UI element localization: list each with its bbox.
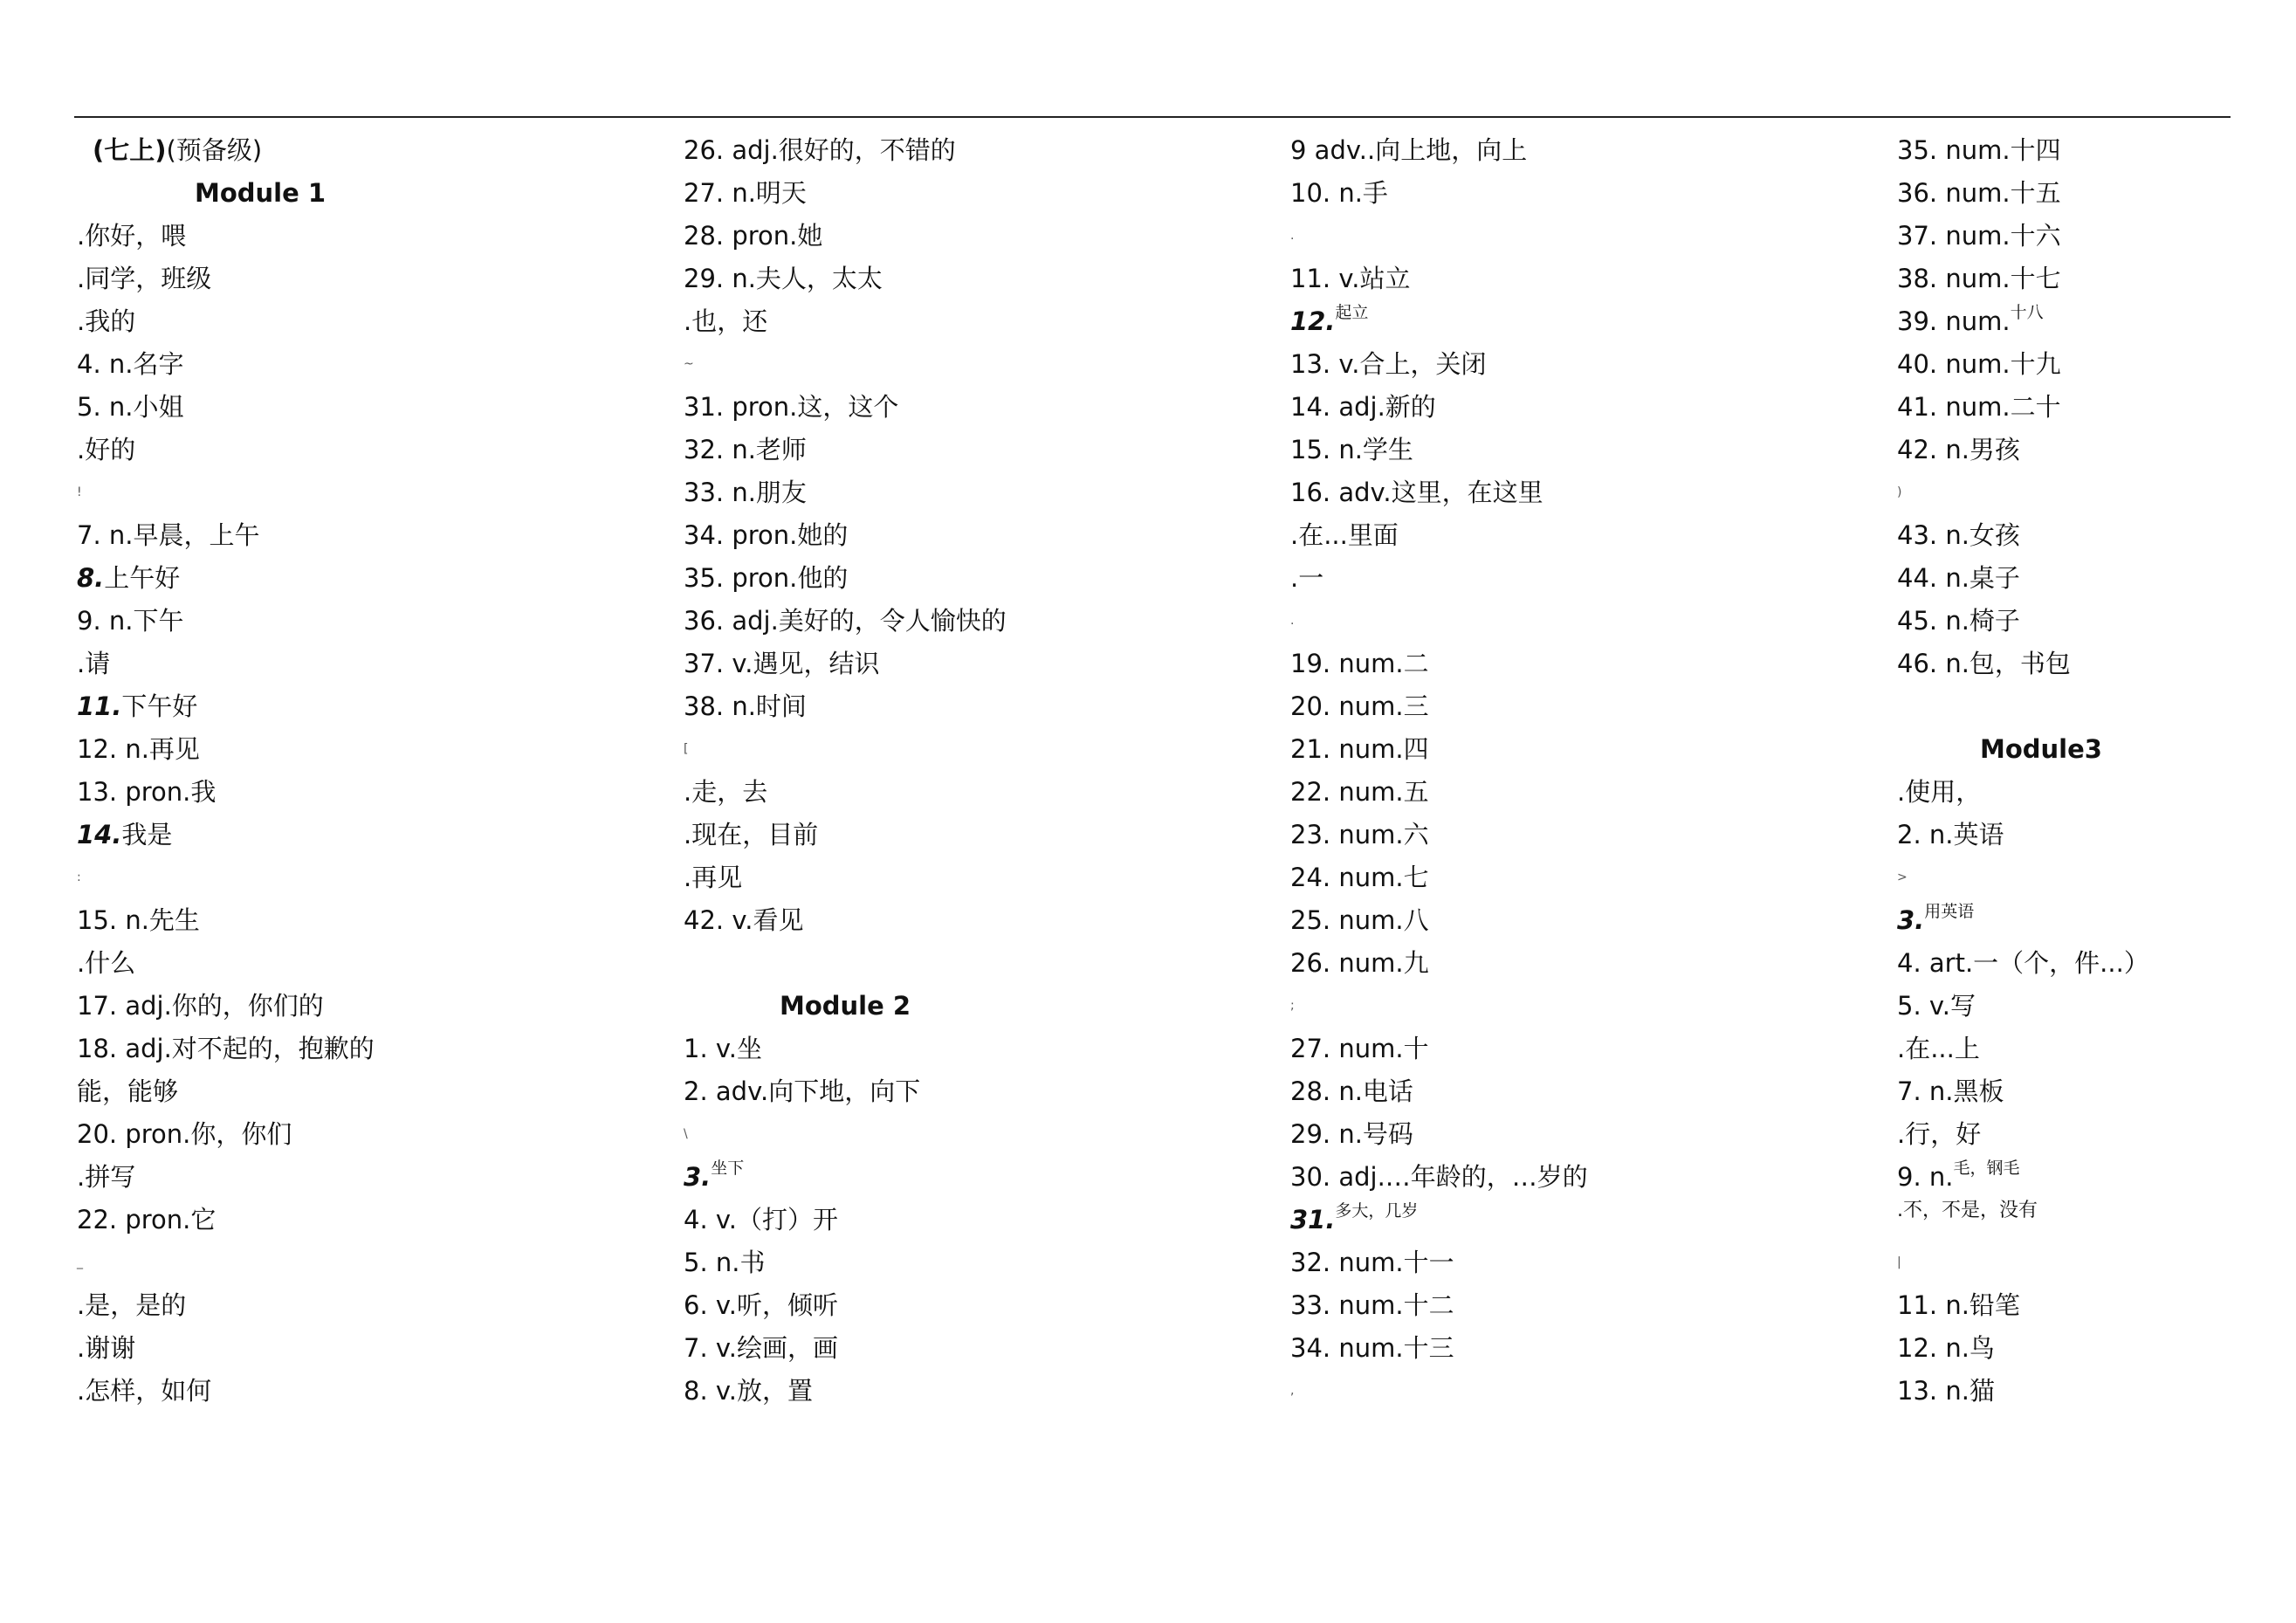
vocab-entry: 41. num.二十: [1897, 392, 2061, 422]
stray-mark: !: [77, 485, 82, 499]
stray-mark: ;: [1290, 999, 1295, 1013]
column-2: [684, 129, 1225, 1413]
vocab-entry: 38. n.时间: [684, 691, 807, 721]
entry-text-superscript: 坐下: [711, 1159, 745, 1178]
vocab-entry: .再见: [684, 863, 743, 892]
vocab-entry: 15. n.学生: [1290, 435, 1413, 464]
vocab-entry: [1897, 300, 2296, 343]
entry-text-superscript: 十八: [2010, 303, 2044, 322]
vocab-entry: .好的: [77, 435, 136, 464]
entry-text: 我是: [121, 820, 173, 849]
vocab-entry: 36. adj.美好的，令人愉快的: [684, 606, 1007, 636]
vocab-entry: 18. adj.对不起的，抱歉的: [77, 1034, 375, 1063]
vocab-entry: 33. num.十二: [1290, 1290, 1454, 1320]
vocab-entry: .谢谢: [77, 1333, 136, 1363]
vocab-entry: .同学，班级: [77, 264, 212, 293]
vocab-entry: 27. num.十: [1290, 1034, 1429, 1063]
vocab-entry: .一: [1290, 563, 1324, 593]
column-3: [1290, 129, 1832, 1413]
vocab-entry: 42. n.男孩: [1897, 435, 2020, 464]
vocab-entry: .是，是的: [77, 1290, 187, 1320]
vocab-entry: 5. v.写: [1897, 991, 1976, 1021]
vocab-entry: 能，能够: [77, 1076, 179, 1106]
vocab-entry: 7. n.早晨，上午: [77, 520, 260, 550]
column-4-lines: [1897, 129, 2296, 1413]
vocab-entry: 11. n.铅笔: [1897, 1290, 2020, 1320]
vocab-entry: 6. v.听，倾听: [684, 1290, 839, 1320]
vocab-entry: 14. adj.新的: [1290, 392, 1436, 422]
entry-number: 8.: [77, 563, 105, 593]
vocab-entry: 42. v.看见: [684, 905, 804, 935]
page-title: [77, 129, 618, 172]
vocab-entry: [684, 1156, 1225, 1199]
stray-mark: _: [77, 1255, 83, 1269]
vocab-entry: .请: [77, 649, 111, 678]
vocab-entry: .怎样，如何: [77, 1376, 212, 1406]
entry-text-superscript: 起立: [1335, 303, 1369, 322]
vocab-entry: 7. v.绘画，画: [684, 1333, 839, 1363]
vocab-entry: 32. n.老师: [684, 435, 807, 464]
column-2-lines: [684, 129, 1225, 1413]
vocab-entry: [77, 814, 618, 856]
entry-number: 3.: [1897, 905, 1925, 935]
vocab-entry: 16. adv.这里，在这里: [1290, 478, 1543, 507]
vocab-entry: 34. num.十三: [1290, 1333, 1454, 1363]
vocab-entry: .你好，喂: [77, 221, 187, 251]
vocab-entry: 28. n.电话: [1290, 1076, 1413, 1106]
vocab-entry: 44. n.桌子: [1897, 563, 2020, 593]
vocab-entry: 2. adv.向下地，向下: [684, 1076, 921, 1106]
vocab-entry: 28. pron.她: [684, 221, 823, 251]
stray-mark: >: [1897, 870, 1908, 884]
vocab-entry: 11. v.站立: [1290, 264, 1411, 293]
vocab-entry: 17. adj.你的，你们的: [77, 991, 324, 1021]
vocab-entry: 37. v.遇见，结识: [684, 649, 880, 678]
vocab-entry: 26. num.九: [1290, 948, 1429, 978]
vocab-entry: [1897, 899, 2296, 942]
vocab-entry: 20. pron.你，你们: [77, 1119, 292, 1149]
vocab-entry: 23. num.六: [1290, 820, 1429, 849]
vocab-entry: 1. v.坐: [684, 1034, 763, 1063]
entry-text-superscript: 用英语: [1924, 902, 1975, 921]
stray-mark: \: [684, 1127, 688, 1141]
module-heading: Module 1: [195, 178, 327, 208]
vocab-entry: 9 adv..向上地，向上: [1290, 135, 1528, 165]
module-heading: Module3: [1980, 734, 2102, 764]
vocab-entry: .在...里面: [1290, 520, 1399, 550]
vocab-entry: 46. n.包，书包: [1897, 649, 2071, 678]
page-title-main: (七上): [93, 135, 167, 165]
entry-text-superscript: .不，不是，没有: [1897, 1200, 2038, 1221]
stray-mark: ,: [1290, 1384, 1295, 1398]
vocab-entry: [1290, 300, 1832, 343]
column-4: [1897, 129, 2296, 1413]
vocab-entry: 33. n.朋友: [684, 478, 807, 507]
entry-number: 14.: [77, 820, 122, 849]
vocab-entry: .也，还: [684, 306, 768, 336]
stray-mark: [: [684, 742, 689, 756]
vocab-entry: 12. n.再见: [77, 734, 200, 764]
stray-mark: .: [1290, 614, 1295, 628]
vocab-entry: [77, 685, 618, 728]
vocab-entry: 30. adj.…年龄的，…岁的: [1290, 1162, 1588, 1192]
vocab-entry: 19. num.二: [1290, 649, 1429, 678]
vocab-entry: 35. num.十四: [1897, 135, 2061, 165]
vocab-entry: .我的: [77, 306, 136, 336]
entry-number: 39. num.: [1897, 306, 2011, 336]
top-rule: [74, 116, 2231, 118]
vocab-entry: 13. pron.我: [77, 777, 217, 807]
vocab-entry: .拼写: [77, 1162, 136, 1192]
vocab-entry: [1897, 1156, 2296, 1199]
stray-mark: ~: [684, 357, 694, 371]
column-1: [77, 129, 618, 1413]
vocab-entry: 31. pron.这，这个: [684, 392, 899, 422]
entry-text-superscript: 多大，几岁: [1335, 1201, 1419, 1221]
vocab-entry: .现在，目前: [684, 820, 819, 849]
vocab-entry: 22. pron.它: [77, 1205, 217, 1234]
vocab-entry: .在...上: [1897, 1034, 1980, 1063]
vocab-entry: 32. num.十一: [1290, 1248, 1454, 1277]
vocab-entry: 22. num.五: [1290, 777, 1429, 807]
vocab-entry: 12. n.鸟: [1897, 1333, 1995, 1363]
entry-text: 下午好: [121, 691, 198, 721]
stray-mark: ): [1897, 485, 1902, 499]
vocab-entry: 25. num.八: [1290, 905, 1429, 935]
blank-line: [684, 942, 1225, 985]
vocab-entry: 8. v.放，置: [684, 1376, 814, 1406]
vocab-entry: 13. v.合上，关闭: [1290, 349, 1487, 379]
vocab-entry: 9. n.下午: [77, 606, 184, 636]
vocab-entry: 40. num.十九: [1897, 349, 2061, 379]
entry-text: 上午好: [104, 563, 181, 593]
module-heading: Module 2: [780, 991, 911, 1021]
vocab-entry: 13. n.猫: [1897, 1376, 1995, 1406]
vocab-entry: 26. adj.很好的，不错的: [684, 135, 956, 165]
vocab-entry: 34. pron.她的: [684, 520, 849, 550]
vocab-entry: .行，好: [1897, 1119, 1982, 1149]
vocab-entry: 37. num.十六: [1897, 221, 2061, 251]
vocab-entry: 2. n.英语: [1897, 820, 2004, 849]
entry-number: 11.: [77, 691, 122, 721]
column-1-lines: [77, 172, 618, 1413]
vocab-entry: .走，去: [684, 777, 768, 807]
vocab-entry: 24. num.七: [1290, 863, 1429, 892]
vocab-entry: 7. n.黑板: [1897, 1076, 2004, 1106]
vocab-entry: 15. n.先生: [77, 905, 200, 935]
vocab-entry: [1290, 1199, 1832, 1241]
vocab-entry: 35. pron.他的: [684, 563, 849, 593]
page-title-sub: (预备级): [166, 135, 263, 165]
blank-line: [1897, 685, 2296, 728]
vocab-entry: 29. n.号码: [1290, 1119, 1413, 1149]
vocab-entry: 45. n.椅子: [1897, 606, 2020, 636]
vocab-entry: 20. num.三: [1290, 691, 1429, 721]
vocab-entry: 4. v.（打）开: [684, 1205, 839, 1234]
entry-number: 31.: [1290, 1205, 1336, 1234]
vocab-entry: 43. n.女孩: [1897, 520, 2020, 550]
column-3-lines: [1290, 129, 1832, 1413]
vocab-entry: .什么: [77, 948, 136, 978]
vocab-entry: .使用，: [1897, 777, 1982, 807]
entry-number: 12.: [1290, 306, 1336, 336]
vocab-entry: 36. num.十五: [1897, 178, 2061, 208]
vocab-entry: 29. n.夫人，太太: [684, 264, 883, 293]
stray-mark: |: [1897, 1255, 1901, 1269]
vocab-entry: 4. art.一（个，件...）: [1897, 948, 2149, 978]
vocab-entry: 38. num.十七: [1897, 264, 2061, 293]
stray-mark: .: [1290, 229, 1295, 243]
vocab-entry: [1897, 1199, 2296, 1241]
entry-number: 3.: [684, 1162, 711, 1192]
vocab-entry: 27. n.明天: [684, 178, 807, 208]
stray-mark: :: [77, 870, 81, 884]
vocab-entry: 10. n.手: [1290, 178, 1388, 208]
vocab-entry: 21. num.四: [1290, 734, 1429, 764]
entry-text-superscript: 毛，钢毛: [1953, 1159, 2020, 1178]
entry-number: 9. n.: [1897, 1162, 1954, 1192]
vocab-entry: [77, 557, 618, 600]
vocab-entry: 4. n.名字: [77, 349, 184, 379]
vocab-entry: 5. n.小姐: [77, 392, 184, 422]
vocab-entry: 5. n.书: [684, 1248, 766, 1277]
